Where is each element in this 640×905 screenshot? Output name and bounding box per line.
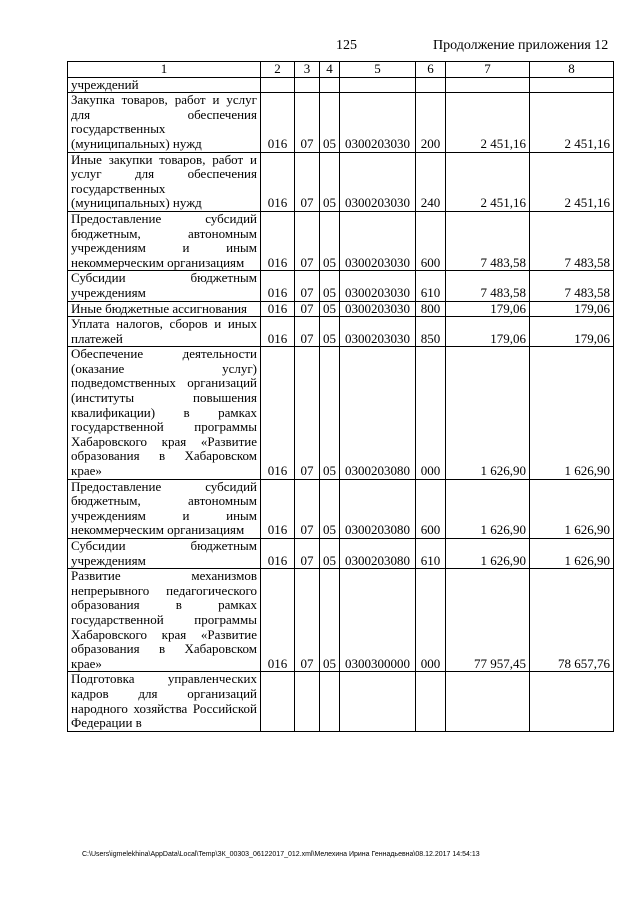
subsection-code: 05	[320, 479, 340, 538]
column-number: 7	[446, 62, 530, 78]
section-code	[295, 672, 320, 731]
subsection-code: 05	[320, 569, 340, 672]
section-code: 07	[295, 93, 320, 152]
amount-year-2: 1 626,90	[530, 539, 614, 569]
section-code: 07	[295, 347, 320, 479]
target-article-code: 0300203030	[340, 152, 416, 211]
table-row	[68, 672, 614, 731]
amount-year-1: 179,06	[446, 301, 530, 317]
table-row	[68, 479, 614, 538]
amount-year-1: 7 483,58	[446, 211, 530, 270]
table-row	[68, 569, 614, 672]
amount-year-1: 1 626,90	[446, 539, 530, 569]
amount-year-1: 2 451,16	[446, 152, 530, 211]
amount-year-1: 7 483,58	[446, 271, 530, 301]
subsection-code: 05	[320, 539, 340, 569]
table-row	[68, 152, 614, 211]
section-code: 07	[295, 539, 320, 569]
expense-type-code: 610	[416, 539, 446, 569]
amount-year-2: 1 626,90	[530, 479, 614, 538]
admin-code: 016	[261, 301, 295, 317]
budget-table	[67, 61, 614, 732]
amount-year-2: 2 451,16	[530, 152, 614, 211]
table-row	[68, 77, 614, 93]
amount-year-2: 179,06	[530, 301, 614, 317]
section-code: 07	[295, 479, 320, 538]
expense-type-code: 800	[416, 301, 446, 317]
column-number: 1	[68, 62, 261, 78]
admin-code: 016	[261, 539, 295, 569]
admin-code	[261, 77, 295, 93]
expense-type-code: 200	[416, 93, 446, 152]
expense-type-code	[416, 672, 446, 731]
admin-code	[261, 672, 295, 731]
amount-year-2	[530, 77, 614, 93]
subsection-code: 05	[320, 271, 340, 301]
target-article-code: 0300203030	[340, 211, 416, 270]
section-code: 07	[295, 569, 320, 672]
section-code: 07	[295, 211, 320, 270]
section-code: 07	[295, 301, 320, 317]
amount-year-2: 7 483,58	[530, 211, 614, 270]
target-article-code	[340, 672, 416, 731]
column-number: 5	[340, 62, 416, 78]
subsection-code: 05	[320, 347, 340, 479]
row-description: Субсидии бюджетным учреждениям	[68, 539, 261, 569]
section-code: 07	[295, 317, 320, 347]
amount-year-1: 1 626,90	[446, 347, 530, 479]
table-row	[68, 301, 614, 317]
amount-year-1	[446, 77, 530, 93]
column-number: 2	[261, 62, 295, 78]
target-article-code: 0300203080	[340, 539, 416, 569]
appendix-label: Продолжение приложения 12	[433, 38, 609, 53]
subsection-code	[320, 672, 340, 731]
amount-year-2: 2 451,16	[530, 93, 614, 152]
row-description: Субсидии бюджетным учреждениям	[68, 271, 261, 301]
row-description: Иные бюджетные ассигнования	[68, 301, 261, 317]
row-description: Развитие механизмов непрерывного педагогического образования в рамках государственной программы Хабаровского края «Развитие образования в Хабаровском крае»	[68, 569, 261, 672]
subsection-code: 05	[320, 93, 340, 152]
file-path-footer: C:\Users\igmelekhina\AppData\Local\Temp\ЗК_00303_06122017_012.xml\Мелехина Ирина Геннадьевна\08.12.2017 14:54:13	[82, 851, 480, 858]
amount-year-2: 78 657,76	[530, 569, 614, 672]
column-number-row	[68, 62, 614, 78]
admin-code: 016	[261, 93, 295, 152]
amount-year-1: 179,06	[446, 317, 530, 347]
target-article-code: 0300300000	[340, 569, 416, 672]
column-number: 3	[295, 62, 320, 78]
expense-type-code	[416, 77, 446, 93]
row-description: Закупка товаров, работ и услуг для обеспечения государственных (муниципальных) нужд	[68, 93, 261, 152]
expense-type-code: 000	[416, 569, 446, 672]
table-row	[68, 347, 614, 479]
row-description: Подготовка управленческих кадров для организаций народного хозяйства Российской Федерации в	[68, 672, 261, 731]
amount-year-2: 179,06	[530, 317, 614, 347]
subsection-code: 05	[320, 317, 340, 347]
subsection-code	[320, 77, 340, 93]
subsection-code: 05	[320, 301, 340, 317]
admin-code: 016	[261, 479, 295, 538]
row-description: Обеспечение деятельности (оказание услуг) подведомственных организаций (институты повышения квалификации) в рамках государственной программы Хабаровского края «Развитие образования в Хабаровском крае»	[68, 347, 261, 479]
column-number: 8	[530, 62, 614, 78]
table-row	[68, 317, 614, 347]
target-article-code: 0300203030	[340, 317, 416, 347]
target-article-code: 0300203030	[340, 271, 416, 301]
admin-code: 016	[261, 347, 295, 479]
row-description: Предоставление субсидий бюджетным, автономным учреждениям и иным некоммерческим организациям	[68, 479, 261, 538]
row-description: учреждений	[68, 77, 261, 93]
page-number: 125	[336, 38, 357, 53]
table-row	[68, 539, 614, 569]
row-description: Иные закупки товаров, работ и услуг для обеспечения государственных (муниципальных) нужд	[68, 152, 261, 211]
admin-code: 016	[261, 569, 295, 672]
amount-year-2: 1 626,90	[530, 347, 614, 479]
amount-year-1: 2 451,16	[446, 93, 530, 152]
target-article-code	[340, 77, 416, 93]
expense-type-code: 600	[416, 479, 446, 538]
expense-type-code: 240	[416, 152, 446, 211]
column-number: 4	[320, 62, 340, 78]
section-code: 07	[295, 152, 320, 211]
expense-type-code: 600	[416, 211, 446, 270]
expense-type-code: 850	[416, 317, 446, 347]
section-code	[295, 77, 320, 93]
target-article-code: 0300203030	[340, 301, 416, 317]
admin-code: 016	[261, 271, 295, 301]
admin-code: 016	[261, 152, 295, 211]
target-article-code: 0300203080	[340, 479, 416, 538]
section-code: 07	[295, 271, 320, 301]
amount-year-1	[446, 672, 530, 731]
amount-year-1: 1 626,90	[446, 479, 530, 538]
column-number: 6	[416, 62, 446, 78]
row-description: Предоставление субсидий бюджетным, автономным учреждениям и иным некоммерческим организациям	[68, 211, 261, 270]
expense-type-code: 000	[416, 347, 446, 479]
admin-code: 016	[261, 211, 295, 270]
table-row	[68, 93, 614, 152]
amount-year-1: 77 957,45	[446, 569, 530, 672]
target-article-code: 0300203030	[340, 93, 416, 152]
admin-code: 016	[261, 317, 295, 347]
subsection-code: 05	[320, 211, 340, 270]
table-row	[68, 271, 614, 301]
amount-year-2: 7 483,58	[530, 271, 614, 301]
target-article-code: 0300203080	[340, 347, 416, 479]
amount-year-2	[530, 672, 614, 731]
subsection-code: 05	[320, 152, 340, 211]
table-row	[68, 211, 614, 270]
row-description: Уплата налогов, сборов и иных платежей	[68, 317, 261, 347]
expense-type-code: 610	[416, 271, 446, 301]
